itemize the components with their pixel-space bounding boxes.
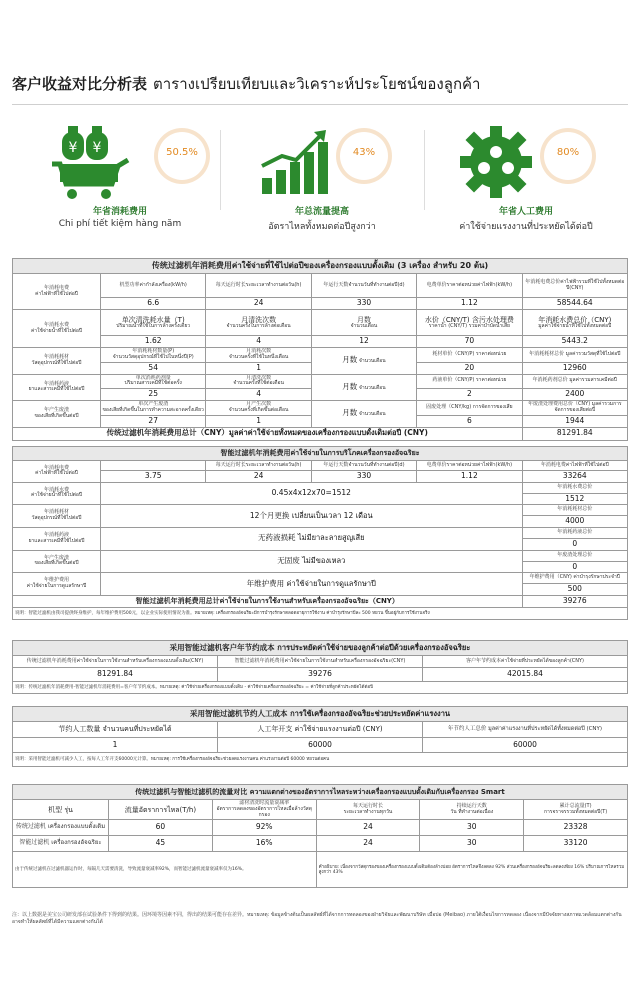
cell-value: 2 [417,389,522,401]
row-label: 年消耗电费 ค่าไฟฟ้าที่ใช้ไปต่อปี [13,274,101,310]
col-header: 累计总流量(T) การจราจรรวมทั้งหมดต่อปี(T) [524,800,628,820]
col-header: 药液单价（CNY/P) ราคาต่อหน่วย [417,374,522,389]
col-header: 人工年开支 ค่าใช้จ่ายแรงงานต่อปี (CNY) [218,722,423,738]
benefit-label-th: อัตราไหลทั้งหมดต่อปีสูงกว่า [268,222,376,232]
savings-ring: 50.5% [154,128,210,184]
table-note-left: 由于传统过滤机在过滤机器运作时，每隔几天需要清洗，导致流量衰减率92%，而智能过滤机流量衰减率仅为16%。 [13,852,317,888]
title-zh: 客户收益对比分析表 [12,75,148,93]
cell-value: 24 [206,471,311,483]
gear-people-icon [456,122,536,202]
cell-value: 1.62 [101,336,206,348]
col-header: 耗材单价（CNY/P) ราคาต่อหน่วย [417,348,522,363]
row-label: 年维护费用 ค่าใช้จ่ายในการดูแลรักษาปี [13,573,101,596]
col-header: 电费单价ราคาต่อหน่วยค่าไฟฟ้า(kW/h) [417,274,522,298]
col-header: 年消耗水费总价 [522,482,627,493]
col-header: 月消耗次数 จำนวนครั้งที่ใช้ในหนึ่งเดือน [206,348,311,363]
growth-chart-icon [256,122,336,202]
cell-value: 23328 [524,820,628,836]
cell-value: 330 [311,471,416,483]
cell-value: 45 [109,836,213,852]
cell-value: 30 [420,820,524,836]
col-header: 固废处理（CNY/kg) การจัดการของเสีย [417,401,522,416]
cell-value: 1.12 [417,298,522,310]
cell-value: 58544.64 [522,298,627,310]
cell-value: 1512 [522,493,627,505]
title-divider [12,104,628,105]
cell-value: 2400 [522,389,627,401]
cell-value: 1.12 [417,471,522,483]
maint-desc: 年维护费用 ค่าใช้จ่ายในการดูแลรักษาปี [101,573,523,596]
col-header: 年废渣处理总价 [522,550,627,561]
col-header: 年维护费用（CNY) ค่าบำรุงรักษาประจำปี [522,573,627,584]
page-title [12,72,480,96]
col-header: 年消耗电费总价ค่าไฟฟ้ารวมที่ใช้ไปทั้งหมดต่อปี(CNY) [522,274,627,298]
total-value: 39276 [522,595,627,607]
cell-value: 4 [206,389,311,401]
col-header: 月清洗次数 จำนวนครั้งในการล้างต่อเดือน [206,310,311,336]
cell-value: 33120 [524,836,628,852]
cell-value: 5443.2 [522,336,627,348]
cell-value: 传统过滤机 เครื่องกรองแบบดั้งเดิม [13,820,109,836]
cell-value: 0 [522,538,627,550]
col-header: 年节约人工总价 มูลค่าค่าแรงงานที่ประหยัดได้ทั้งหมดต่อปี (CNY) [423,722,628,738]
table-note: 说明：采用智能过滤机可减少人工，按每人工年开支60000元计算。หมายเหตุ: การใช้เครื่องกรองอัจฉริยะช่วยลดแรงงานคน ค่าแรงงานต่อปี 60000 หยวนต่อคน [13,753,628,767]
col-header [101,461,206,471]
row-label: 年消耗药液 ยาและสารเคมีที่ใช้ไปต่อปี [13,527,101,550]
col-header: 机型功率ค่ากำลังเครื่อง(kW/h) [101,274,206,298]
cell-value: 1 [13,738,218,753]
cell-value: 30 [420,836,524,852]
col-header: 水价（CNY/T) 含污水处理费 ราคาน้ำ (CNY/T) รวมค่าบำบัดน้ำเสีย [417,310,522,336]
table-row [13,820,628,836]
col-header: 月数 จำนวนเดือน [311,310,416,336]
cell-value: 39276 [218,668,423,682]
cell-value: 54 [101,362,206,374]
row-label: 年消耗电费 ค่าไฟฟ้าที่ใช้ไปต่อปี [13,461,101,483]
col-header: 年消耗耗材总价 [522,505,627,516]
cell-value: 25 [101,389,206,401]
traditional-cost-table [12,258,628,441]
cell-value: 60 [109,820,213,836]
table-note: 说明：传统过滤机年消耗费用-智能过滤机年消耗费用=客户年节约成本。หมายเหตุ: ค่าใช้จ่ายเครื่องกรองแบบดั้งเดิม - ค่าใช้จ่ายเครื่องกรองอัจฉริยะ = ค่าใช้จ่ายที่ลูกค้าประหยัดได้ต่อปี [13,682,628,694]
total-label: 智能过滤机年消耗费用总计ค่าใช้จ่ายในการใช้งานสำหรับเครื่องกรองอัจฉริยะ（CNY） [13,595,523,607]
col-header: 年消耗耗材总价 มูลค่ารวมวัสดุที่ใช้ไปต่อปี [522,348,627,363]
cell-value: 12 [311,336,416,348]
total-label: 传统过滤机年消耗费用总计（CNY）มูลค่าค่าใช้จ่ายทั้งหมดของเครื่องกรองแบบดั้งเดิมต่อปี (CNY) [13,427,523,440]
cell-value: 1 [206,415,311,427]
benefit-label-zh: 年省人工费用 [498,207,553,217]
row-label: 年消耗耗材 วัสดุอุปกรณ์ที่ใช้ไปต่อปี [13,505,101,528]
cell-value: 16% [212,836,316,852]
smart-cost-table [12,446,628,620]
col-header: 年废渣处理费用总价（CNY) มูลค่ารวมการจัดการของเสียต่อปี [522,401,627,416]
flow-ring: 43% [336,128,392,184]
table-title: 采用智能过滤机节约人工成本 การใช้เครื่องกรองอัจฉริยะช่วยประหยัดค่าแรงงาน [13,707,628,722]
benefit-label-zh: 年省消耗费用 [92,207,147,217]
table-note-right: คำอธิบาย: เนื่องจากวัสดุกรองของเครื่องกรองแบบดั้งเดิมต้องล้างบ่อย อัตราการไหลจึงลดลง 92% ส่วนเครื่องกรองอัจฉริยะลดลงเพียง 16% ปริมาณการไหลรวมสูงกว่า 43% [316,852,627,888]
col-header: 月产生次数 จำนวนครั้งที่เกิดขึ้นต่อเดือน [206,401,311,416]
col-header: 流量อัตราการไหล(T/h) [109,800,213,820]
cell-value: 12960 [522,362,627,374]
table-title: 传统过滤机与智能过滤机的流量对比 ความแตกต่างของอัตราการไหลระหว่างเครื่องกรองแบบดั้งเดิมกับเครื่องกรอง Smart [13,785,628,800]
cell-value: 4 [206,336,311,348]
cell-value: 3.75 [101,471,206,483]
svg-text:¥: ¥ [68,140,78,156]
cell-value: 0 [522,561,627,573]
col-header: 传统过滤机年消耗费用ค่าใช้จ่ายในการใช้งานสำหรับเครื่องกรองแบบดั้งเดิม(CNY) [13,656,218,668]
benefit-label-th: ค่าใช้จ่ายแรงงานที่ประหยัดได้ต่อปี [459,222,593,232]
cell-value: 330 [311,298,416,310]
row-label: 年产生废渣 ของเสียที่เกิดขึ้นต่อปี [13,550,101,573]
col-header: 年消耗耗材数量(P) จำนวนวัสดุอุปกรณ์ที่ใช้ไปในหนึ่งปี(P) [101,348,206,363]
footnote: 注：以上数据是美宝公司研发部在试验条件下得到的结果。因环境等因素不同，得出的结果可能存在差异。หมายเหตุ: ข้อมูลข้างต้นเป็นผลลัพธ์ที่ได้จากการทดลองของฝ่ายวิจัยและพัฒนาบริษัท เมื่อบ่อ (Meibao) ภายใต้เงื่อนไขการทดลอง เนื่องจากมีปัจจัยทางสภาพแวดล้อมแตกต่างกัน อาจทำให้ผลลัพธ์ที่ได้มีความแตกต่างกันได้ [12,912,622,925]
total-value: 81291.84 [522,427,627,440]
col-header: 滤材清洗时流量衰减率 อัตราการลดลงของอัตราการไหลเมื่อล้างวัสดุกรอง [212,800,316,820]
cell-value: 92% [212,820,316,836]
col-header: 持续运行天数 วัน ที่ทำงานต่อเนื่อง [420,800,524,820]
cell-value: 70 [417,336,522,348]
col-header: 客户年节约成本ค่าใช้จ่ายที่ประหยัดได้ของลูกค้า(CNY) [423,656,628,668]
benefit-divider [220,130,221,210]
benefit-labor-savings [426,118,626,233]
col-header: 每天运行时长ระยะเวลาทำงานต่อวัน(h) [206,274,311,298]
row-label: 年消耗药液 ยาและสารเคมีที่ใช้ไปต่อปี [13,374,101,401]
col-header: 月数 จำนวนเดือน [311,401,416,428]
title-th: ตารางเปรียบเทียบและวิเคราะห์ประโยชน์ของลูกค้า [153,75,481,93]
col-header: 月清洗次数 จำนวนครั้งที่ใช้ต่อเดือน [206,374,311,389]
money-cart-icon [48,122,138,202]
cell-value: 24 [316,836,420,852]
row-label: 年消耗耗材 วัสดุอุปกรณ์ที่ใช้ไปต่อปี [13,348,101,375]
waste-desc: 无固废 ไม่มีของเหลว [101,550,523,573]
col-header: 单次消耗药剂量 ปริมาณสารเคมีที่ใช้ต่อครั้ง [101,374,206,389]
cell-value: 27 [101,415,206,427]
col-header: 每天运行时长ระยะเวลาทำงานต่อวัน(h) [206,461,311,471]
flow-comparison-table [12,784,628,888]
water-formula: 0.45x4x12x70=1512 [101,482,523,505]
table-row [13,836,628,852]
cell-value: 42015.84 [423,668,628,682]
col-header: 月数 จำนวนเดือน [311,374,416,401]
cell-value: 81291.84 [13,668,218,682]
benefit-flow-increase [222,118,422,233]
benefit-annual-savings [20,118,220,229]
col-header: 节约人工数量 จำนวนคนที่ประหยัดได้ [13,722,218,738]
cell-value: 60000 [218,738,423,753]
benefit-label-zh: 年总流量提高 [294,207,349,217]
svg-text:¥: ¥ [92,140,102,156]
row-label: 年消耗水费 ค่าใช้จ่ายน้ำที่ใช้ไปต่อปี [13,310,101,348]
row-label: 年产生废渣 ของเสียที่เกิดขึ้นต่อปี [13,401,101,428]
benefit-divider [424,130,425,210]
col-header: 每天运行时长 ระยะเวลาทำงานทุกวัน [316,800,420,820]
table-note: 说明：智能过滤机由我司提供终身维护，每年维护费用500元，以企业实际使用情况为准。หมายเหตุ: เครื่องกรองอัจฉริยะมีการบำรุงรักษาตลอดอายุการใช้งาน ค่าบำรุงรักษาปีละ 500 หยวน ขึ้นอยู่กับการใช้งานจริง [13,607,628,619]
benefit-label-th: Chi phí tiết kiệm hàng năm [58,219,182,229]
chemical-desc: 无药液损耗 ไม่มียาละลายสูญเสีย [101,527,523,550]
col-header: 年消耗药剂总价 มูลค่ารวมสารเคมีต่อปี [522,374,627,389]
col-header: 智能过滤机年消耗费用ค่าใช้จ่ายในการใช้งานสำหรับเครื่องกรองอัจฉริยะ(CNY) [218,656,423,668]
col-header: 年消耗电费ค่าไฟฟ้าที่ใช้ไปต่อปี [522,461,627,471]
cell-value: 24 [316,820,420,836]
labor-savings-table [12,706,628,767]
col-header: 月数 จำนวนเดือน [311,348,416,375]
cell-value: 6 [417,415,522,427]
cell-value: 1 [206,362,311,374]
cell-value: 20 [417,362,522,374]
col-header: 电费单价ราคาต่อหน่วยค่าไฟฟ้า(kW/h) [417,461,522,471]
table-title: 传统过滤机年消耗费用ค่าใช้จ่ายที่ใช้ไปต่อปีของเครื่องกรองแบบดั้งเดิม (3 เครื่อง สำหรับ 20 ต้น) [13,259,628,274]
cell-value: 6.6 [101,298,206,310]
cell-value: 24 [206,298,311,310]
consumable-desc: 12个月更换 เปลี่ยนเป็นเวลา 12 เดือน [101,505,523,528]
cell-value: 33264 [522,471,627,483]
col-header: 年消耗水费总价（CNY) มูลค่าใช้จ่ายน้ำที่ใช้ไปทั้งหมดต่อปี [522,310,627,336]
cell-value: 4000 [522,516,627,528]
row-label: 年消耗水费 ค่าใช้จ่ายน้ำที่ใช้ไปต่อปี [13,482,101,505]
cell-value: 60000 [423,738,628,753]
col-header: 单次清洗耗水量（T) ปริมาณน้ำที่ใช้ในการล้างครั้งเดียว [101,310,206,336]
table-title: 智能过滤机年消耗费用ค่าใช้จ่ายในการบริโภคเครื่องกรองอัจฉริยะ [13,447,628,461]
col-header: 机型 รุ่น [13,800,109,820]
annual-savings-table [12,640,628,694]
col-header: 年运行天数จำนวนวันที่ทำงานต่อปี(d) [311,461,416,471]
cell-value: 1944 [522,415,627,427]
cell-value: 智能过滤机 เครื่องกรองอัจฉริยะ [13,836,109,852]
col-header: 年运行天数จำนวนวันที่ทำงานต่อปี(d) [311,274,416,298]
table-title: 采用智能过滤机客户年节约成本 การประหยัดค่าใช้จ่ายของลูกค้าต่อปีด้วยเครื่องกรองอัจฉริยะ [13,641,628,656]
cell-value: 500 [522,584,627,596]
col-header: 年消耗药液总价 [522,527,627,538]
col-header: 单次产生废渣 ของเสียที่เกิดขึ้นในการทำความสะอาดครั้งเดียว [101,401,206,416]
labor-ring: 80% [540,128,596,184]
